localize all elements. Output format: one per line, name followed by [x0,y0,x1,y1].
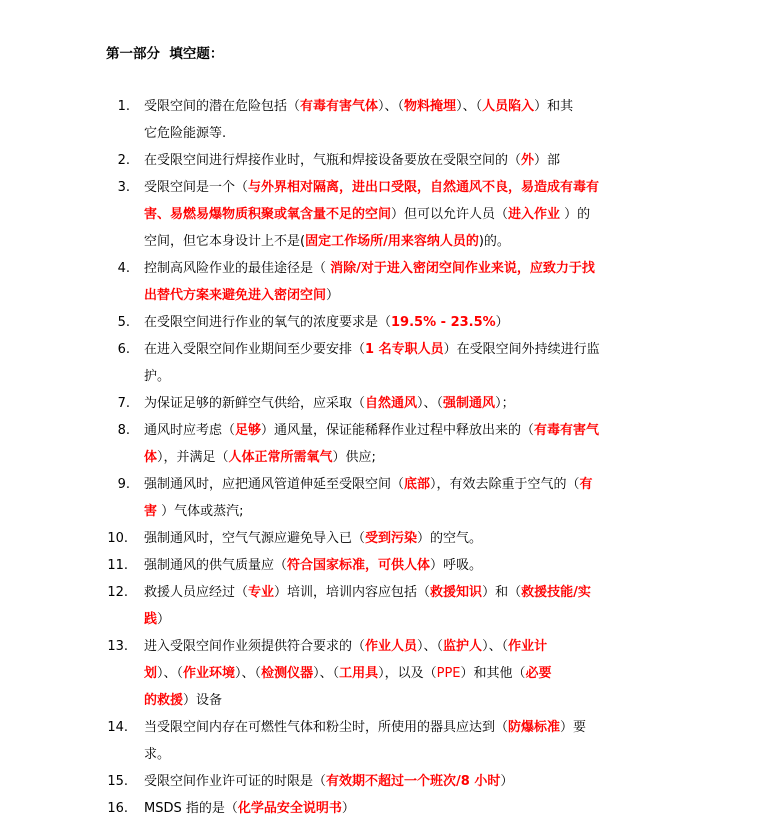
question-text: ）但可以允许人员（ [391,207,509,222]
answer-text: 践 [144,612,158,627]
question-line [144,498,244,525]
question-line [144,147,560,174]
answer-text: 检测仪器 [261,666,314,681]
answer-text: 外 [521,153,535,168]
answer-text: 的救援 [144,693,184,708]
question-text: ）、（ [378,99,405,114]
question-text: 为保证足够的新鲜空气供给，应采取（ [144,396,366,411]
question-text: 强制通风时，应把通风管道伸延至受限空间（ [144,477,405,492]
answer-text: 救援知识 [430,585,483,600]
answer-text: 强制通风 [443,396,496,411]
answer-text: 固定工作场所/用来容纳人员的 [305,234,479,249]
question-text: ）设备 [183,693,223,708]
question-line [144,390,515,417]
answer-text: 物料掩埋 [404,99,457,114]
question-text: ）通风量，保证能稀释作业过程中释放出来的（ [261,423,535,438]
question-line [144,93,573,120]
answer-text: 受到污染 [365,531,418,546]
answer-text: 害、易燃易爆物质积聚或氧含量不足的空间 [144,207,392,222]
question-text: ）要 [560,720,587,735]
question-text: 空间，但它本身设计上不是( [144,234,306,249]
question-line [144,228,510,255]
answer-text: PPE [436,666,461,681]
answer-text: 监护人 [443,639,483,654]
question-number: 8. [117,423,130,438]
question-text: ）部 [534,153,561,168]
question-text: ）、（ [157,666,184,681]
answer-text: 专业 [248,585,275,600]
question-text: 护。 [144,369,171,384]
question-text: MSDS 指的是（ [144,801,238,816]
answer-text: 人体正常所需氧气 [228,450,333,465]
question-number: 1. [117,99,130,114]
question-text: ）； [495,396,515,411]
question-text: ）和其他（ [460,666,526,681]
question-text: ） [500,774,514,789]
question-line [144,795,355,822]
question-number: 6. [117,342,130,357]
question-text: ），有效去除重于空气的（ [430,477,580,492]
answer-text: 体 [144,450,158,465]
question-text: 当受限空间内存在可燃性气体和粉尘时，所使用的器具应达到（ [144,720,509,735]
answer-text: 有毒有害气 [534,423,600,438]
answer-text: 作业人员 [365,639,418,654]
answer-text: 足够 [235,423,262,438]
question-text: ）的空气。 [417,531,483,546]
question-line [144,201,590,228]
question-text: ）的 [560,207,591,222]
answer-text: 消除/对于进入密闭空间作业来说，应致力于找 [330,261,595,276]
answer-text: 底部 [404,477,431,492]
question-text: 在受限空间进行作业的氧气的浓度要求是（ [144,315,392,330]
question-text: ） [157,612,171,627]
question-number: 13. [107,639,128,654]
question-text: ）培训，培训内容应包括（ [274,585,431,600]
answer-text: 作业环境 [183,666,236,681]
question-line [144,660,552,687]
question-text: ），并满足（ [157,450,229,465]
question-number: 10. [107,531,128,546]
question-line [144,606,170,633]
question-line [144,741,170,768]
question-number: 11. [107,558,128,573]
question-line [144,633,547,660]
question-line [144,714,586,741]
question-text: 通风时应考虑（ [144,423,236,438]
answer-text: 与外界相对隔离，进出口受限，自然通风不良，易造成有毒有 [248,180,600,195]
question-text: ）和其 [534,99,574,114]
question-text: ） [341,801,355,816]
question-number: 3. [117,180,130,195]
question-text: 在受限空间进行焊接作业时，气瓶和焊接设备要放在受限空间的（ [144,153,522,168]
answer-text: 救援技能/实 [521,585,591,600]
question-text: 在进入受限空间作业期间至少要安排（ [144,342,366,357]
question-number: 5. [117,315,130,330]
question-text: ）、（ [456,99,483,114]
question-number: 7. [117,396,130,411]
answer-text: 划 [144,666,158,681]
answer-text: 有 [579,477,593,492]
question-line [144,579,591,606]
question-number: 2. [117,153,130,168]
answer-text: 1 名专职人员 [365,342,444,357]
question-text: ）供应; [332,450,376,465]
question-text: ）、（ [235,666,262,681]
question-number: 16. [107,801,128,816]
question-line [144,363,170,390]
question-line [144,444,376,471]
question-text: ）、（ [313,666,340,681]
question-text: ）呼吸。 [430,558,483,573]
question-text: ）气体或蒸汽; [157,504,244,519]
question-text: 控制高风险作业的最佳途径是（ [144,261,331,276]
question-line [144,174,599,201]
question-line [144,417,599,444]
answer-text: 进入作业 [508,207,561,222]
question-text: ）在受限空间外持续进行监 [443,342,600,357]
question-number: 4. [117,261,130,276]
question-text: 进入受限空间作业须提供符合要求的（ [144,639,366,654]
question-text: ）、（ [417,639,444,654]
answer-text: 化学品安全说明书 [237,801,342,816]
question-text: 强制通风的供气质量应（ [144,558,288,573]
answer-text: 符合国家标准，可供人体 [287,558,431,573]
question-line [144,768,513,795]
answer-text: 工用具 [339,666,379,681]
question-number: 12. [107,585,128,600]
question-text: )的。 [478,234,510,249]
question-line [144,255,595,282]
question-line [144,687,222,714]
question-text: ）、（ [417,396,444,411]
question-text: ） [495,315,509,330]
answer-text: 有效期不超过一个班次/8 小时 [326,774,501,789]
answer-text: 19.5% - 23.5% [391,315,496,330]
answer-text: 自然通风 [365,396,418,411]
question-text: 它危险能源等. [144,126,227,141]
question-line [144,525,482,552]
question-number: 14. [107,720,128,735]
question-text: 求。 [144,747,171,762]
question-text: ） [326,288,340,303]
question-text: 救援人员应经过（ [144,585,249,600]
question-text: 强制通风时，空气气源应避免导入已（ [144,531,366,546]
question-text: ）和（ [482,585,522,600]
question-text: 受限空间的潜在危险包括（ [144,99,301,114]
question-line [144,309,509,336]
answer-text: 出替代方案来避免进入密闭空间 [144,288,327,303]
section-title: 第一部分 填空题： [106,46,224,62]
question-number: 9. [117,477,130,492]
question-text: 受限空间是一个（ [144,180,249,195]
question-text: 受限空间作业许可证的时限是（ [144,774,327,789]
question-number: 15. [107,774,128,789]
question-line [144,282,339,309]
question-line [144,552,482,579]
answer-text: 有毒有害气体 [300,99,379,114]
question-text: ），以及（ [378,666,437,681]
answer-text: 必要 [525,666,552,681]
question-line [144,336,600,363]
question-line [144,471,593,498]
question-line [144,120,226,147]
answer-text: 防爆标准 [508,720,561,735]
question-text: ）、（ [482,639,509,654]
answer-text: 人员陷入 [482,99,535,114]
answer-text: 害 [144,504,158,519]
answer-text: 作业计 [508,639,548,654]
